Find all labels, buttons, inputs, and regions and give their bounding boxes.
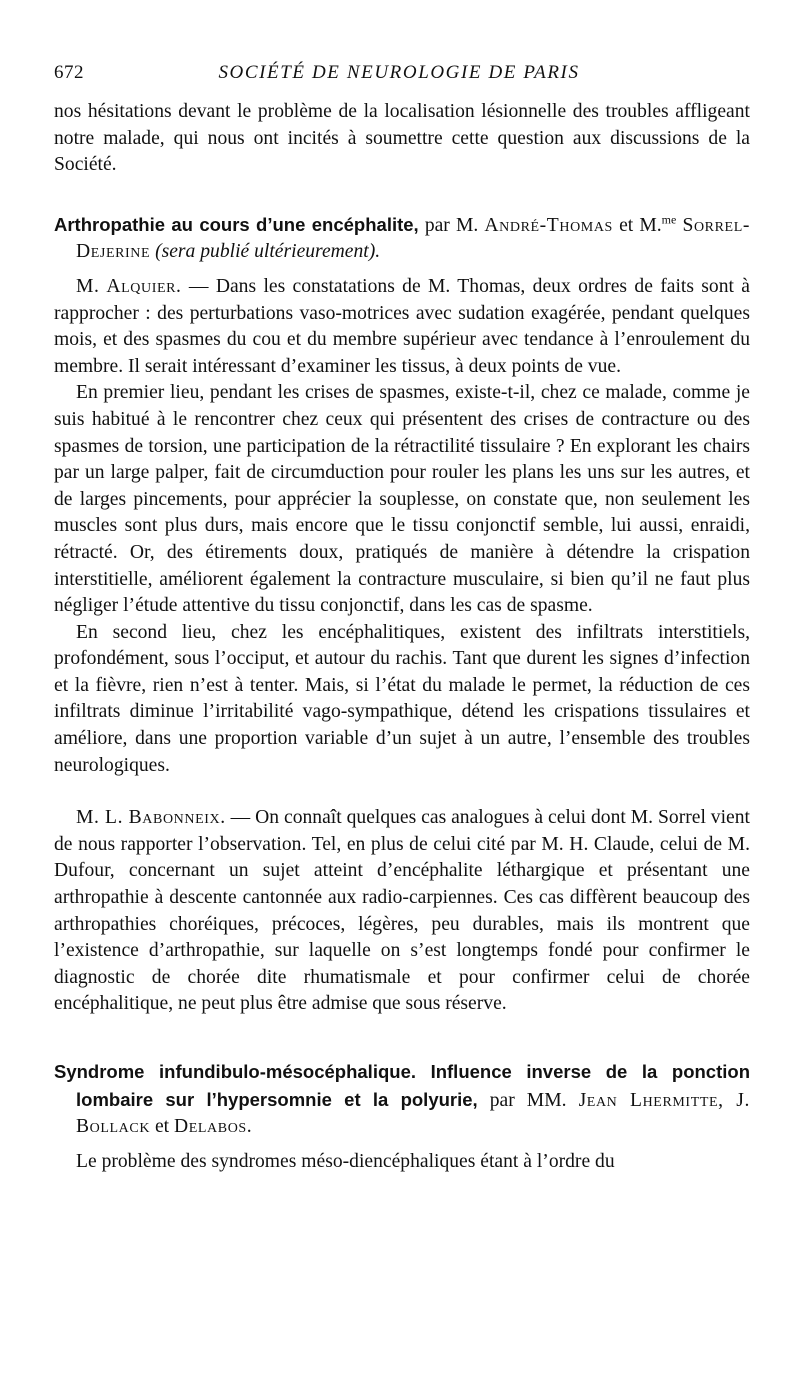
superscript: me xyxy=(661,212,677,227)
section-heading-arthropathie xyxy=(54,212,750,266)
section-title: Arthropathie au cours d’une encéphalite, xyxy=(54,213,419,235)
section-heading-syndrome xyxy=(54,1059,750,1141)
speaker-name: M. L. Babonneix. xyxy=(76,807,226,829)
alquier-paragraph-3: En second lieu, chez les encéphalitiques, existent des infiltrats interstitiels, profondément, sous l’occiput, et autour du rachis. Tant que durent les signes d’infection et la fièvre, rien n’est à tenter. Mais, si l’état du malade le permet, la réduction de ces infiltrats diminue l’irritabilité vago-sympathique, détend les crispations tissulaires et améliore, dans une proportion variable d’un sujet à un autre, l’ensemble des troubles neurologiques. xyxy=(54,621,750,776)
and-text: et M. xyxy=(619,214,662,236)
page-number: 672 xyxy=(54,62,84,83)
speaker-name: M. Alquier. xyxy=(76,275,182,297)
alquier-paragraph-1 xyxy=(54,274,750,380)
paragraph-text: — Dans les constatations de M. Thomas, deux ordres de faits sont à rapprocher : des perturbations vaso-motrices avec sudation exagérée, pendant quelques mois, et des spasmes du cou et du membre supérieur avec tendance à l’enroulement du membre. Il serait intéressant d’examiner les tissus, à deux points de vue. xyxy=(54,275,750,377)
final-paragraph: Le problème des syndromes méso-diencéphaliques étant à l’ordre du xyxy=(76,1150,615,1172)
author-name: André-Thomas xyxy=(484,214,613,236)
author-name: Sorrel-Dejerine xyxy=(76,214,750,263)
author-name: Delabos. xyxy=(174,1116,253,1138)
babonneix-paragraph xyxy=(54,805,750,1018)
running-title: SOCIÉTÉ DE NEUROLOGIE DE PARIS xyxy=(218,62,580,83)
body-text xyxy=(54,99,750,1175)
section-title: Syndrome infundibulo-mésocéphalique. Influence inverse de la ponction lombaire sur l’hypersomnie et la polyurie, xyxy=(54,1061,750,1110)
and-text: et xyxy=(154,1116,170,1138)
alquier-paragraph-2: En premier lieu, pendant les crises de spasmes, existe-t-il, chez ce malade, comme je suis habitué à le rencontrer chez ceux qui présentent des crises de contracture ou des spasmes de torsion, une participation de la rétractilité tissulaire ? En explorant les chairs par un large palper, fait de circumduction pour rouler les plans les uns sur les autres, et de larges pincements, pour apprécier la souplesse, on constate que, non seulement les muscles sont plus durs, mais encore que le tissu conjonctif semble, lui aussi, enraidi, rétracté. Or, des étirements doux, pratiqués de manière à détendre la crispation interstitielle, améliorent également la contracture musculaire, si bien qu’il ne faut plus négliger l’étude attentive du tissu conjonctif, dans les cas de spasme. xyxy=(54,382,750,617)
by-text: par MM. xyxy=(489,1089,567,1111)
by-text: par M. xyxy=(424,214,479,236)
intro-paragraph: nos hésitations devant le problème de la localisation lésionnelle des troubles affligeant notre malade, qui nous ont incités à soumettre cette question aux discussions de la Société. xyxy=(54,101,750,176)
author-name: Jean Lhermitte, J. Bollack xyxy=(76,1089,751,1138)
publication-note: (sera publié ultérieurement). xyxy=(155,241,381,263)
paragraph-text: — On connaît quelques cas analogues à celui dont M. Sorrel vient de nous rapporter l’observation. Tel, en plus de celui cité par M. H. Claude, celui de M. Dufour, concernant un sujet atteint d’encéphalite léthargique et présentant une arthropathie à descente cantonnée aux radio-carpiennes. Ces cas diffèrent beaucoup des arthropathies choréiques, précoces, légères, peu durables, mais ils montrent que l’existence d’arthropathie, sur laquelle on s’est longtemps fondé pour confirmer le diagnostic de chorée dite rhumatismale et pour confirmer celui de chorée encéphalitique, ne peut plus être admise que sous réserve. xyxy=(54,807,750,1015)
page-header xyxy=(54,62,744,90)
